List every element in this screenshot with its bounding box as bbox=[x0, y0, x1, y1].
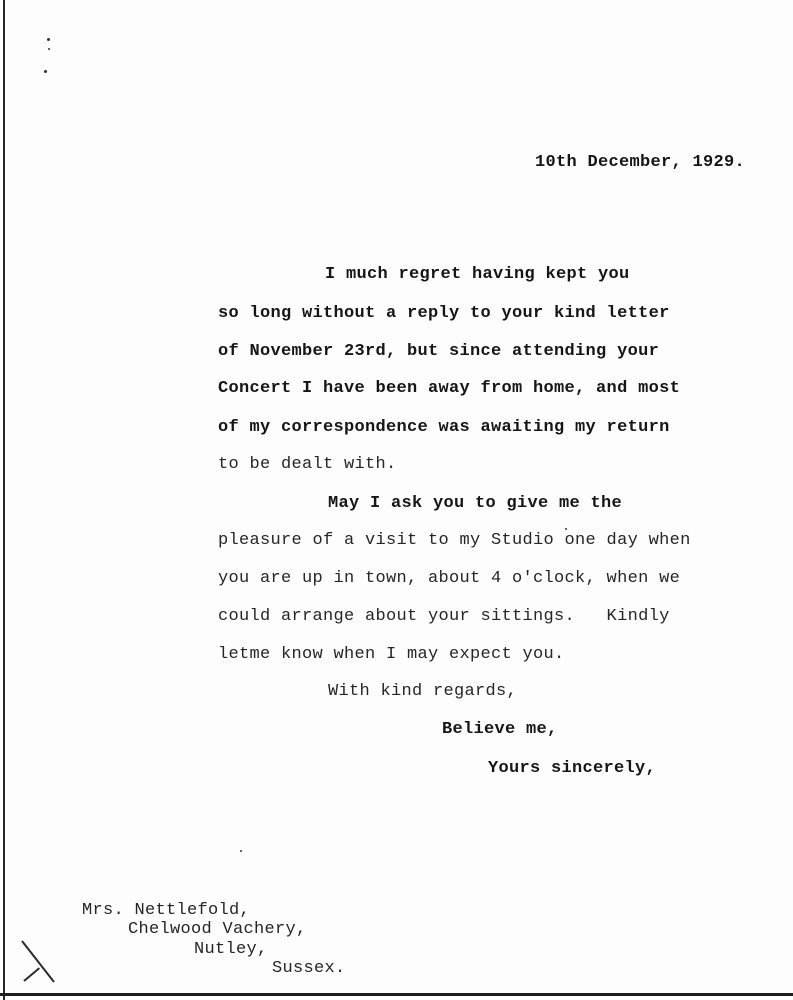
paragraph-1-line-2: so long without a reply to your kind letter bbox=[218, 304, 670, 323]
paragraph-1-line-3: of November 23rd, but since attending your bbox=[218, 342, 660, 361]
closing-regards: With kind regards, bbox=[328, 682, 518, 701]
paragraph-1-line-5: of my correspondence was awaiting my return bbox=[218, 418, 670, 437]
scan-speck bbox=[565, 528, 567, 530]
scan-edge-left bbox=[3, 0, 5, 1000]
paragraph-2-line-2: pleasure of a visit to my Studio one day when bbox=[218, 531, 691, 550]
address-line-town: Nutley, bbox=[194, 940, 268, 959]
paragraph-1-line-4: Concert I have been away from home, and most bbox=[218, 379, 681, 398]
paragraph-1-line-1: I much regret having kept you bbox=[325, 265, 630, 284]
scan-speck bbox=[44, 70, 47, 73]
address-line-name: Mrs. Nettlefold, bbox=[82, 901, 251, 920]
closing-believe: Believe me, bbox=[442, 720, 558, 739]
scan-corner-line bbox=[23, 967, 40, 981]
paragraph-2-line-5: letme know when I may expect you. bbox=[218, 645, 565, 664]
scan-speck bbox=[48, 48, 50, 50]
closing-sincerely: Yours sincerely, bbox=[488, 759, 657, 778]
scan-speck bbox=[47, 38, 50, 41]
paragraph-2-line-1: May I ask you to give me the bbox=[328, 494, 623, 513]
address-line-county: Sussex. bbox=[272, 959, 346, 978]
scan-edge-bottom bbox=[0, 993, 793, 996]
address-line-house: Chelwood Vachery, bbox=[128, 920, 307, 939]
scan-speck bbox=[240, 850, 242, 852]
paragraph-2-line-4: could arrange about your sittings. Kindly bbox=[218, 607, 670, 626]
letter-date: 10th December, 1929. bbox=[535, 153, 746, 172]
paragraph-1-line-6: to be dealt with. bbox=[218, 455, 397, 474]
paragraph-2-line-3: you are up in town, about 4 o'clock, when we bbox=[218, 569, 681, 588]
